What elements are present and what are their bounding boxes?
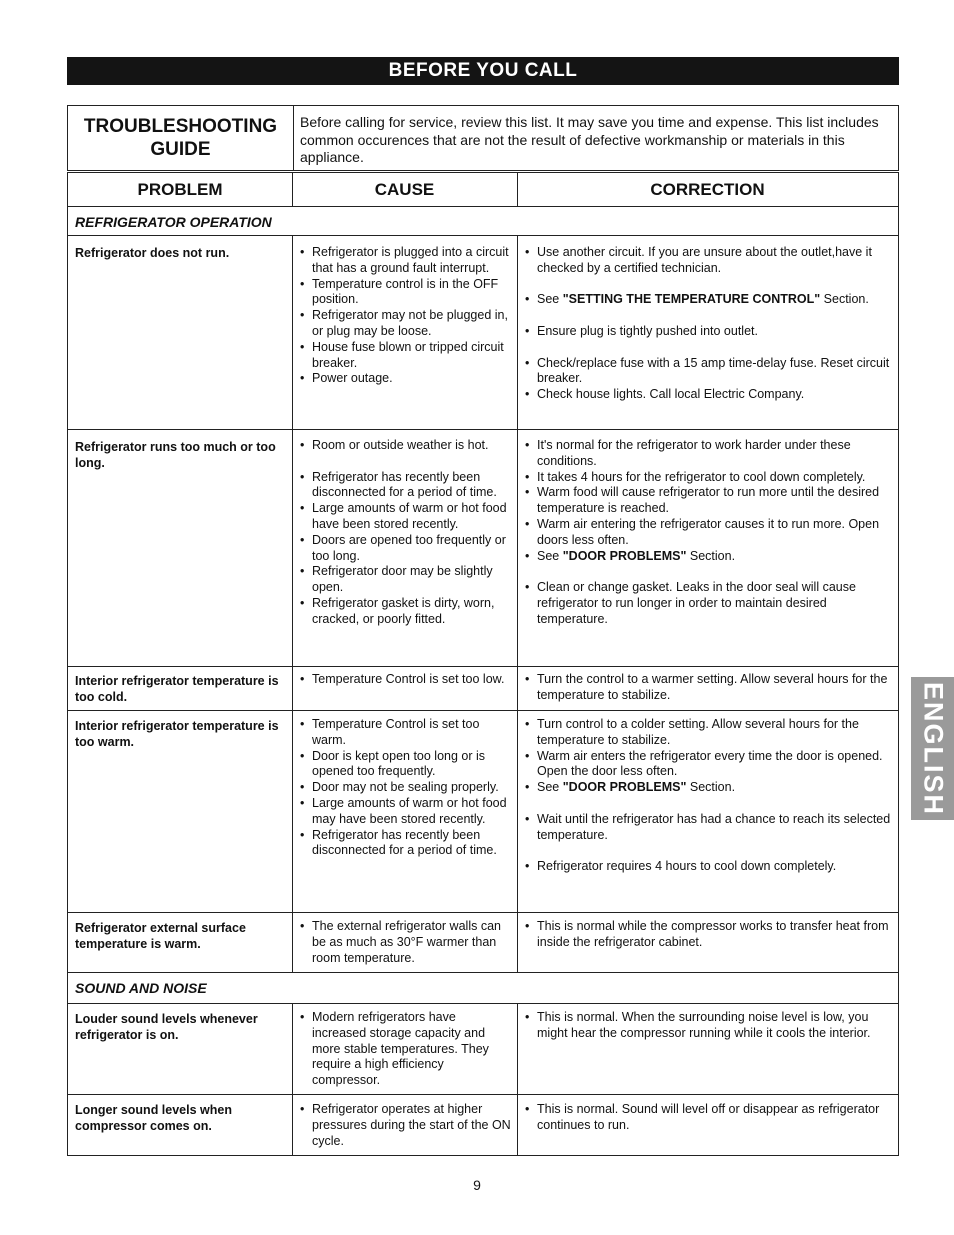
cause-cell xyxy=(300,717,512,859)
correction-cell xyxy=(525,245,893,403)
correction-item: • Turn the control to a warmer setting. Allow several hours for the temperature to stabilize. xyxy=(525,672,893,704)
correction-cell xyxy=(525,919,893,951)
correction-cell xyxy=(525,717,893,875)
before-you-call-banner: BEFORE YOU CALL xyxy=(67,57,899,85)
correction-item: • Wait until the refrigerator has had a chance to reach its selected temperature. xyxy=(525,812,893,844)
troubleshooting-table xyxy=(67,172,899,1156)
cause-item: • Refrigerator door may be slightly open. xyxy=(300,564,512,596)
cause-item: • Modern refrigerators have increased storage capacity and more stable temperatures. They require a high efficiency compressor. xyxy=(300,1010,512,1089)
cause-item: • Refrigerator is plugged into a circuit that has a ground fault interrupt. xyxy=(300,245,512,277)
correction-item: • See "DOOR PROBLEMS" Section. xyxy=(525,780,893,796)
guide-title-line1: TROUBLESHOOTING xyxy=(83,116,278,137)
problem-cell: Louder sound levels whenever refrigerator is on. xyxy=(75,1012,258,1042)
language-tab-label: ENGLISH xyxy=(918,681,948,816)
cause-cell xyxy=(300,919,512,966)
correction-cell xyxy=(525,672,893,704)
cause-cell xyxy=(300,1102,512,1149)
section-sound-and-noise: SOUND AND NOISE xyxy=(75,980,207,996)
cause-item: • Door is kept open too long or is opened too frequently. xyxy=(300,749,512,781)
correction-cell xyxy=(525,438,893,628)
language-tab xyxy=(911,677,954,820)
cause-item: • Temperature Control is set too warm. xyxy=(300,717,512,749)
correction-item: • This is normal. Sound will level off or disappear as refrigerator continues to run. xyxy=(525,1102,893,1134)
cause-cell xyxy=(300,1010,512,1089)
correction-item: • Use another circuit. If you are unsure about the outlet,have it checked by a certified technician. xyxy=(525,245,893,277)
cause-item: • Refrigerator operates at higher pressures during the start of the ON cycle. xyxy=(300,1102,512,1149)
section-refrigerator-operation: REFRIGERATOR OPERATION xyxy=(75,214,272,230)
guide-intro: Before calling for service, review this list. It may save you time and expense. This list includes common occurences that are not the result of defective workmanship or materials in this appliance. xyxy=(300,114,879,165)
cause-item: • Temperature Control is set too low. xyxy=(300,672,512,688)
correction-item: • It takes 4 hours for the refrigerator to cool down completely. xyxy=(525,470,893,486)
correction-item: • It's normal for the refrigerator to work harder under these conditions. xyxy=(525,438,893,470)
correction-item: • See "DOOR PROBLEMS" Section. xyxy=(525,549,893,565)
correction-item: • See "SETTING THE TEMPERATURE CONTROL" Section. xyxy=(525,292,893,308)
header-problem: PROBLEM xyxy=(137,180,223,199)
problem-cell: Interior refrigerator temperature is too cold. xyxy=(75,674,279,704)
header-cause: CAUSE xyxy=(374,180,435,199)
cause-item: • Refrigerator gasket is dirty, worn, cracked, or poorly fitted. xyxy=(300,596,512,628)
correction-item: • This is normal. When the surrounding noise level is low, you might hear the compressor running while it cools the interior. xyxy=(525,1010,893,1042)
cause-cell xyxy=(300,438,512,628)
correction-item: • Turn control to a colder setting. Allow several hours for the temperature to stabilize. xyxy=(525,717,893,749)
correction-cell xyxy=(525,1010,893,1042)
correction-cell xyxy=(525,1102,893,1134)
guide-title xyxy=(68,106,294,170)
problem-cell: Refrigerator runs too much or too long. xyxy=(75,440,276,470)
cause-cell xyxy=(300,672,512,688)
page-number: 9 xyxy=(473,1177,481,1193)
correction-item: • Check/replace fuse with a 15 amp time-delay fuse. Reset circuit breaker. xyxy=(525,356,893,388)
cause-item: • Temperature control is in the OFF position. xyxy=(300,277,512,309)
problem-cell: Refrigerator external surface temperature is warm. xyxy=(75,921,246,951)
correction-item: • Clean or change gasket. Leaks in the door seal will cause refrigerator to run longer in order to maintain desired temperature. xyxy=(525,580,893,627)
cause-item: • Large amounts of warm or hot food have been stored recently. xyxy=(300,501,512,533)
cause-item: • Refrigerator has recently been disconnected for a period of time. xyxy=(300,470,512,502)
problem-cell: Longer sound levels when compressor comes on. xyxy=(75,1103,232,1133)
correction-item: • Ensure plug is tightly pushed into outlet. xyxy=(525,324,893,340)
correction-item: • Warm food will cause refrigerator to run more until the desired temperature is reached. xyxy=(525,485,893,517)
correction-item: • Warm air enters the refrigerator every time the door is opened. Open the door less often. xyxy=(525,749,893,781)
cause-item: • Large amounts of warm or hot food may have been stored recently. xyxy=(300,796,512,828)
cause-item: • Power outage. xyxy=(300,371,512,387)
troubleshooting-header-box xyxy=(67,105,899,171)
correction-item: • Refrigerator requires 4 hours to cool down completely. xyxy=(525,859,893,875)
cause-cell xyxy=(300,245,512,387)
correction-item: • Check house lights. Call local Electric Company. xyxy=(525,387,893,403)
problem-cell: Interior refrigerator temperature is too warm. xyxy=(75,719,279,749)
cause-item: • House fuse blown or tripped circuit breaker. xyxy=(300,340,512,372)
header-correction: CORRECTION xyxy=(650,180,765,199)
cause-item: • Refrigerator has recently been disconnected for a period of time. xyxy=(300,828,512,860)
cause-item: • Doors are opened too frequently or too long. xyxy=(300,533,512,565)
correction-item: • Warm air entering the refrigerator causes it to run more. Open doors less often. xyxy=(525,517,893,549)
cause-item: • The external refrigerator walls can be as much as 30°F warmer than room temperature. xyxy=(300,919,512,966)
cause-item: • Room or outside weather is hot. xyxy=(300,438,512,454)
cause-item: • Refrigerator may not be plugged in, or plug may be loose. xyxy=(300,308,512,340)
problem-cell: Refrigerator does not run. xyxy=(75,246,230,260)
guide-title-line2: GUIDE xyxy=(150,139,211,160)
cause-item: • Door may not be sealing properly. xyxy=(300,780,512,796)
correction-item: • This is normal while the compressor works to transfer heat from inside the refrigerator cabinet. xyxy=(525,919,893,951)
